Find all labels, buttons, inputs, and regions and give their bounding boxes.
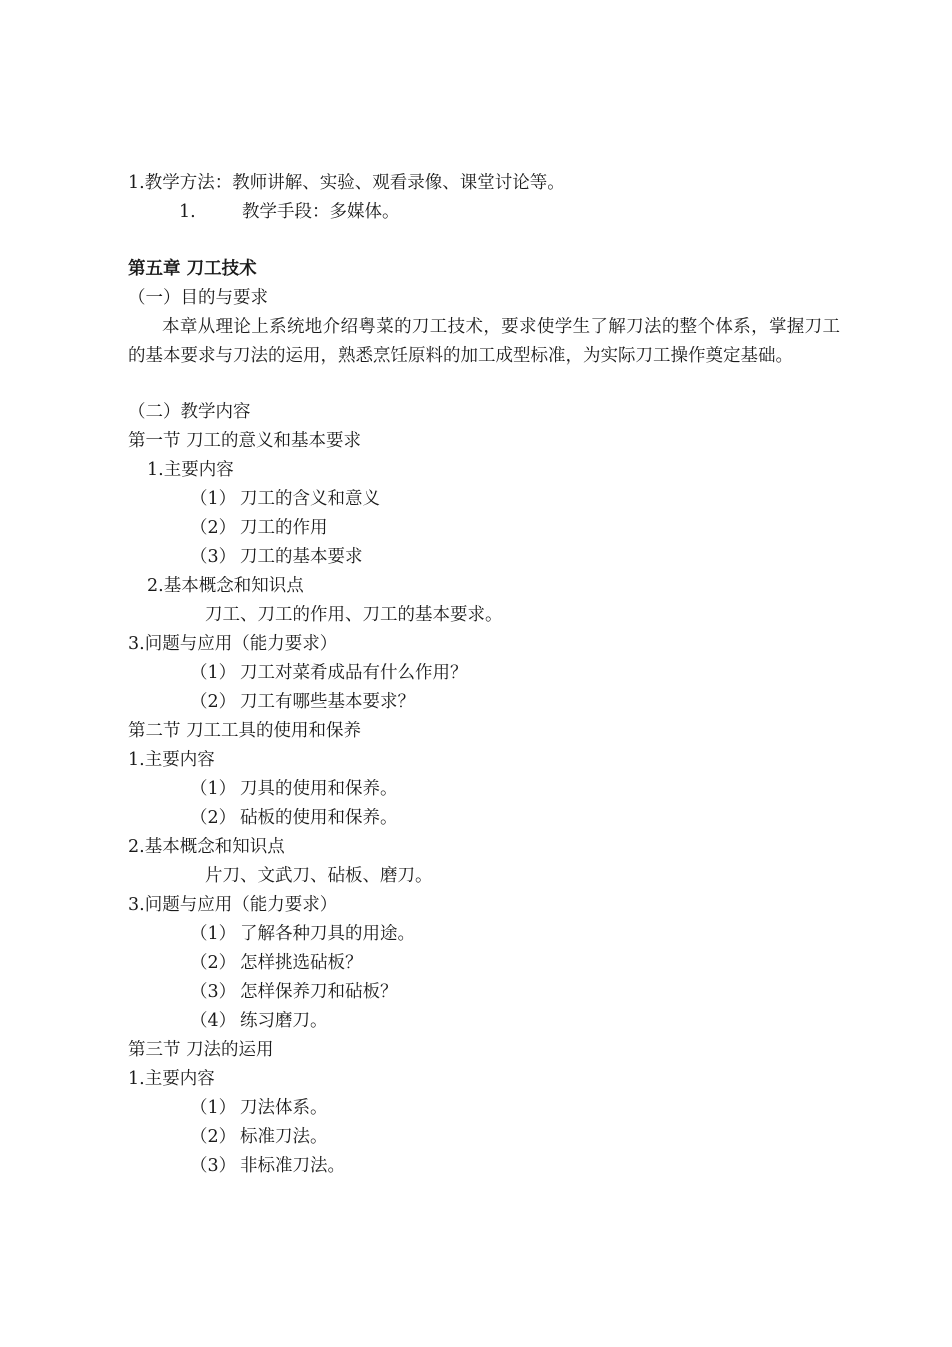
list-item [190,1009,328,1033]
list-item [190,1096,328,1120]
item-text: 刀工对菜肴成品有什么作用？ [240,663,468,683]
teaching-means-text: 教学手段：多媒体。 [242,202,400,222]
goal-paragraph: 本章从理论上系统地介绍粤菜的刀工技术，要求使学生了解刀法的整个体系，掌握刀工的基本要求与刀法的运用，熟悉烹饪原料的加工成型标准，为实际刀工操作奠定基础。 [128,317,840,366]
section-1-concepts-text: 刀工、刀工的作用、刀工的基本要求。 [205,605,503,625]
section-2-concepts-text: 片刀、文武刀、砧板、磨刀。 [205,866,433,886]
item-number: （2） [190,808,237,828]
section-1-questions-heading: 3.问题与应用（能力要求） [128,634,338,654]
section-1-concepts-heading: 2.基本概念和知识点 [147,576,304,596]
item-text: 怎样保养刀和砧板？ [240,982,398,1002]
item-text: 刀工的基本要求 [240,547,363,567]
section-1-title: 第一节 刀工的意义和基本要求 [128,431,362,451]
item-text: 非标准刀法。 [240,1156,345,1176]
item-text: 刀工的作用 [240,518,328,538]
section-2-questions-heading: 3.问题与应用（能力要求） [128,895,338,915]
list-item [190,951,363,975]
item-number: （3） [190,1156,237,1176]
item-number: （2） [190,692,237,712]
section-2-title: 第二节 刀工工具的使用和保养 [128,721,362,741]
item-number: （1） [190,489,237,509]
item-number: （2） [190,1127,237,1147]
item-number: （3） [190,982,237,1002]
item-number: （2） [190,518,237,538]
item-number: （1） [190,663,237,683]
item-text: 刀法体系。 [240,1098,328,1118]
section-3-title: 第三节 刀法的运用 [128,1040,274,1060]
item-text: 标准刀法。 [240,1127,328,1147]
list-item [190,922,415,946]
list-item [190,1125,328,1149]
list-item [190,545,363,569]
content-heading: （二）教学内容 [128,402,251,422]
item-number: （2） [190,953,237,973]
list-item [190,690,415,714]
chapter-title: 第五章 刀工技术 [128,259,257,279]
list-item [190,487,380,511]
section-3-main-heading: 1.主要内容 [128,1069,215,1089]
list-item [190,516,328,540]
list-item [190,806,398,830]
teaching-means [179,200,400,224]
item-text: 刀工有哪些基本要求？ [240,692,415,712]
item-text: 练习磨刀。 [240,1011,328,1031]
teaching-means-number: 1. [179,202,196,222]
item-text: 了解各种刀具的用途。 [240,924,415,944]
item-number: （4） [190,1011,237,1031]
teaching-methods: 1.教学方法：教师讲解、实验、观看录像、课堂讨论等。 [128,173,565,193]
item-number: （1） [190,779,237,799]
section-1-main-heading: 1.主要内容 [147,460,234,480]
item-text: 刀工的含义和意义 [240,489,380,509]
item-number: （1） [190,1098,237,1118]
section-2-main-heading: 1.主要内容 [128,750,215,770]
list-item [190,661,468,685]
item-text: 砧板的使用和保养。 [240,808,398,828]
list-item [190,777,398,801]
section-2-concepts-heading: 2.基本概念和知识点 [128,837,285,857]
item-number: （1） [190,924,237,944]
item-text: 怎样挑选砧板？ [240,953,363,973]
list-item [190,1154,345,1178]
item-text: 刀具的使用和保养。 [240,779,398,799]
goal-heading: （一）目的与要求 [128,288,268,308]
item-number: （3） [190,547,237,567]
list-item [190,980,398,1004]
